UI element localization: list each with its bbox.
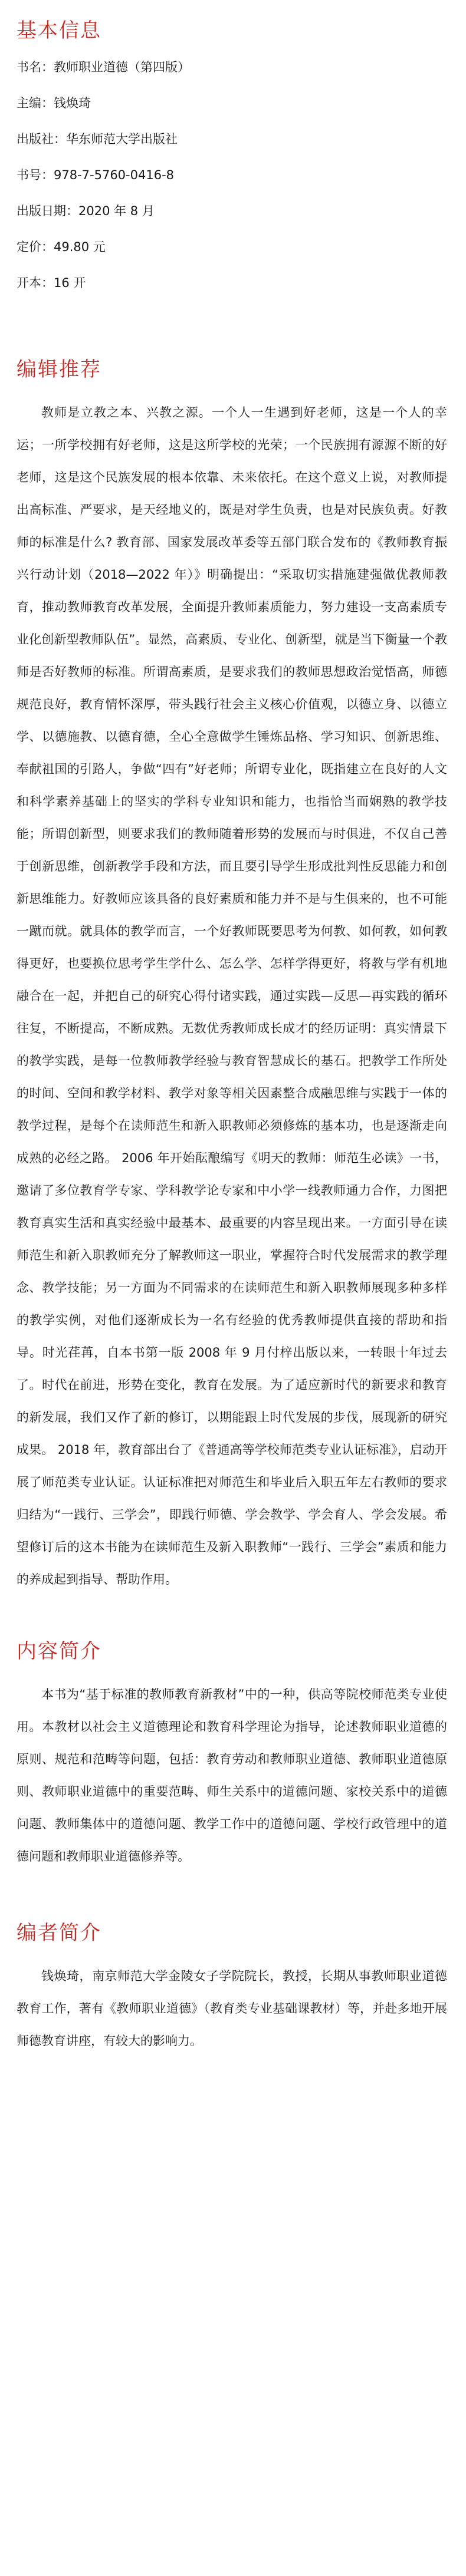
price-row: 定价：49.80 元: [17, 240, 106, 254]
content-summary-text: 本书为“基于标准的教师教育新教材”中的一种，供高等院校师范类专业使用。本教材以社会主义道德理论和教育科学理论为指导，论述教师职业道德的原则、规范和范畴等问题，包括：教育劳动和教师职业道德、教师职业道德原则、教师职业道德中的重要范畴、师生关系中的道德问题、家校关系中的道德问题、教师集体中的道德问题、教学工作中的道德问题、学校行政管理中的道德问题和教师职业道德修养等。: [17, 1687, 447, 1863]
editor-recommendation-heading: 编辑推荐: [17, 358, 101, 381]
content-summary-section: [0, 1637, 466, 1873]
section-spacer: [0, 309, 466, 355]
author-intro-section: [0, 1919, 466, 2057]
section-spacer: [0, 1873, 466, 1919]
publish-date-row: 出版日期：2020 年 8 月: [17, 204, 155, 218]
editor-recommendation-section: [0, 355, 466, 1596]
book-title-row: 书名：教师职业道德（第四版）: [17, 60, 190, 74]
author-intro-heading: 编者简介: [17, 1921, 101, 1945]
section-spacer: [0, 1596, 466, 1637]
format-row: 开本：16 开: [17, 276, 86, 290]
editor-recommendation-text: 教师是立教之本、兴教之源。一个人一生遇到好老师，这是一个人的幸运；一所学校拥有好老师，这是这所学校的光荣；一个民族拥有源源不断的好老师，这是这个民族发展的根本依靠、未来依托。在这个意义上说，对教师提出高标准、严要求，是天经地义的，既是对学生负责，也是对民族负责。好教师的标准是什么? 教育部、国家发展改革委等五部门联合发布的《教师教育振兴行动计划（2018—2022 年）》明确提出：“采取切实措施建强做优教师教育，推动教师教育改革发展，全面提升教师素质能力，努力建设一支高素质专业化创新型教师队伍”。显然，高素质、专业化、创新型，就是当下衡量一个教师是否好教师的标准。所谓高素质，是要求我们的教师思想政治觉悟高，师德规范良好，教育情怀深厚，带头践行社会主义核心价值观，以德立身、以德立学、以德施教、以德育德，全心全意做学生锤炼品格、学习知识、创新思维、奉献祖国的引路人，争做“四有”好老师；所谓专业化，既指建立在良好的人文和科学素养基础上的坚实的学科专业知识和能力，也指恰当而娴熟的教学技能；所谓创新型，则要求我们的教师随着形势的发展而与时俱进，不仅自己善于创新思维，创新教学手段和方法，而且要引导学生形成批判性反思能力和创新思维能力。好教师应该具备的良好素质和能力并不是与生俱来的，也不可能一蹴而就。就具体的教学而言，一个好教师既要思考为何教、如何教，如何教得更好，也要换位思考学生学什么、怎么学、怎样学得更好，将教与学有机地融合在一起，并把自己的研究心得付诸实践，通过实践—反思—再实践的循环往复，不断提高，不断成熟。无数优秀教师成长成才的经历证明：真实情景下的教学实践，是每一位教师教学经验与教育智慧成长的基石。把教学工作所处的时间、空间和教学材料、教学对象等相关因素整合成融思维与实践于一体的教学过程，是每个在读师范生和新入职教师必须修炼的基本功，也是逐渐走向成熟的必经之路。 2006 年开始酝酿编写《明天的教师：师范生必读》一书，邀请了多位教育学专家、学科教学论专家和中小学一线教师通力合作，力图把教育真实生活和真实经验中最基本、最重要的内容呈现出来。一方面引导在读师范生和新入职教师充分了解教师这一职业，掌握符合时代发展需求的教学理念、教学技能；另一方面为不同需求的在读师范生和新入职教师展现多种多样的教学实例，对他们逐渐成长为一名有经验的优秀教师提供直接的帮助和指导。时光荏苒，自本书第一版 2008 年 9 月付梓出版以来，一转眼十年过去了。时代在前进，形势在变化，教育在发展。为了适应新时代的新要求和教育的新发展，我们又作了新的修订，以期能跟上时代发展的步伐，展现新的研究成果。 2018 年，教育部出台了《普通高等学校师范类专业认证标准》，启动开展了师范类专业认证。认证标准把对师范生和毕业后入职五年左右教师的要求归结为“一践行、三学会”，即践行师德、学会教学、学会育人、学会发展。希望修订后的这本书能为在读师范生及新入职教师“一践行、三学会”素质和能力的养成起到指导、帮助作用。: [17, 405, 447, 1587]
basic-info-heading: 基本信息: [17, 19, 101, 42]
basic-info-section: [0, 17, 466, 293]
publisher-row: 出版社：华东师范大学出版社: [17, 132, 178, 146]
isbn-row: 书号：978-7-5760-0416-8: [17, 168, 175, 182]
author-intro-text: 钱焕琦，南京师范大学金陵女子学院院长，教授，长期从事教师职业道德教育工作，著有《教师职业道德》（教育类专业基础课教材）等，并赴多地开展师德教育讲座，有较大的影响力。: [17, 1969, 447, 2048]
editor-row: 主编：钱焕琦: [17, 96, 91, 110]
content-summary-heading: 内容简介: [17, 1640, 101, 1663]
